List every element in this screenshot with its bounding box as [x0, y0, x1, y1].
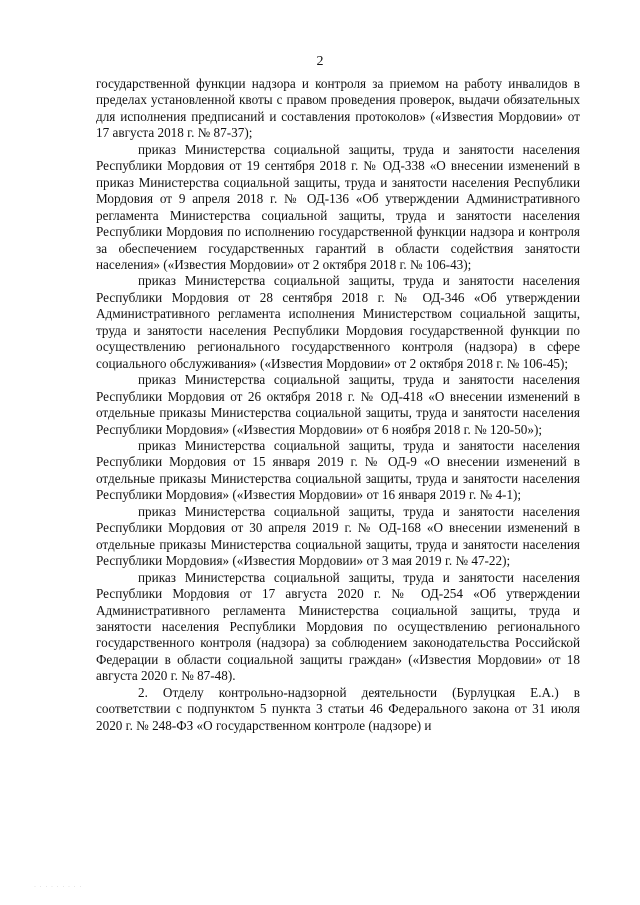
paragraph-item-2: 2. Отделу контрольно-надзорной деятельности (Бурлуцкая Е.А.) в соответствии с подпунктом 5 пункта 3 статьи 46 Федерального закона от 31 июля 2020 г. № 248-ФЗ «О государственном контроле (надзоре) и: [96, 684, 580, 733]
paragraph-order-od-418: приказ Министерства социальной защиты, труда и занятости населения Республики Мордовия от 26 октября 2018 г. № ОД-418 «О внесении изменений в отдельные приказы Министерства социальной защиты, труда и занятости населения Республики Мордовия» («Известия Мордовии» от 6 ноября 2018 г. № 120-50»);: [96, 372, 580, 437]
page-number: 2: [316, 54, 324, 69]
document-body: [96, 76, 580, 734]
paragraph-order-od-346: приказ Министерства социальной защиты, труда и занятости населения Республики Мордовия от 28 сентября 2018 г. № ОД-346 «Об утверждении Административного регламента исполнения Министерством социальной защиты, труда и занятости населения Республики Мордовия государственной функции по осуществлению регионального государственного контроля (надзора) в сфере социального обслуживания» («Известия Мордовии» от 2 октября 2018 г. № 106-45);: [96, 273, 580, 371]
paragraph-continuation: государственной функции надзора и контроля за приемом на работу инвалидов в пределах установленной квоты с правом проведения проверок, выдачи обязательных для исполнения предписаний и составления протоколов» («Известия Мордовии» от 17 августа 2018 г. № 87-37);: [96, 76, 580, 141]
paragraph-order-od-9: приказ Министерства социальной защиты, труда и занятости населения Республики Мордовия от 15 января 2019 г. № ОД-9 «О внесении изменений в отдельные приказы Министерства социальной защиты, труда и занятости населения Республики Мордовия» («Известия Мордовии» от 16 января 2019 г. № 4-1);: [96, 437, 580, 503]
paragraph-order-od-254: приказ Министерства социальной защиты, труда и занятости населения Республики Мордовия от 17 августа 2020 г. № ОД-254 «Об утверждении Административного регламента Министерства социальной защиты, труда и занятости населения Республики Мордовия по осуществлению регионального государственного контроля (надзора) за соблюдением законодательства Российской Федерации в области социальной защиты граждан» («Известия Мордовии» от 18 августа 2020 г. № 87-48).: [96, 569, 580, 684]
paragraph-order-od-168: приказ Министерства социальной защиты, труда и занятости населения Республики Мордовия от 30 апреля 2019 г. № ОД-168 «О внесении изменений в отдельные приказы Министерства социальной защиты, труда и занятости населения Республики Мордовия» («Известия Мордовии» от 3 мая 2019 г. № 47-22);: [96, 503, 580, 569]
paragraph-order-od-338: приказ Министерства социальной защиты, труда и занятости населения Республики Мордовия от 19 сентября 2018 г. № ОД-338 «О внесении изменений в приказ Министерства социальной защиты, труда и занятости населения Республики Мордовия от 9 апреля 2018 г. № ОД-136 «Об утверждении Административного регламента Министерства социальной защиты, труда и занятости населения Республики Мордовия по исполнению государственной функции надзора и контроля за обеспечением государственных гарантий в области содействия занятости населения» («Известия Мордовии» от 2 октября 2018 г. № 106-43);: [96, 141, 580, 272]
scan-footer-mark: · · · · · · · · ·: [34, 884, 83, 890]
